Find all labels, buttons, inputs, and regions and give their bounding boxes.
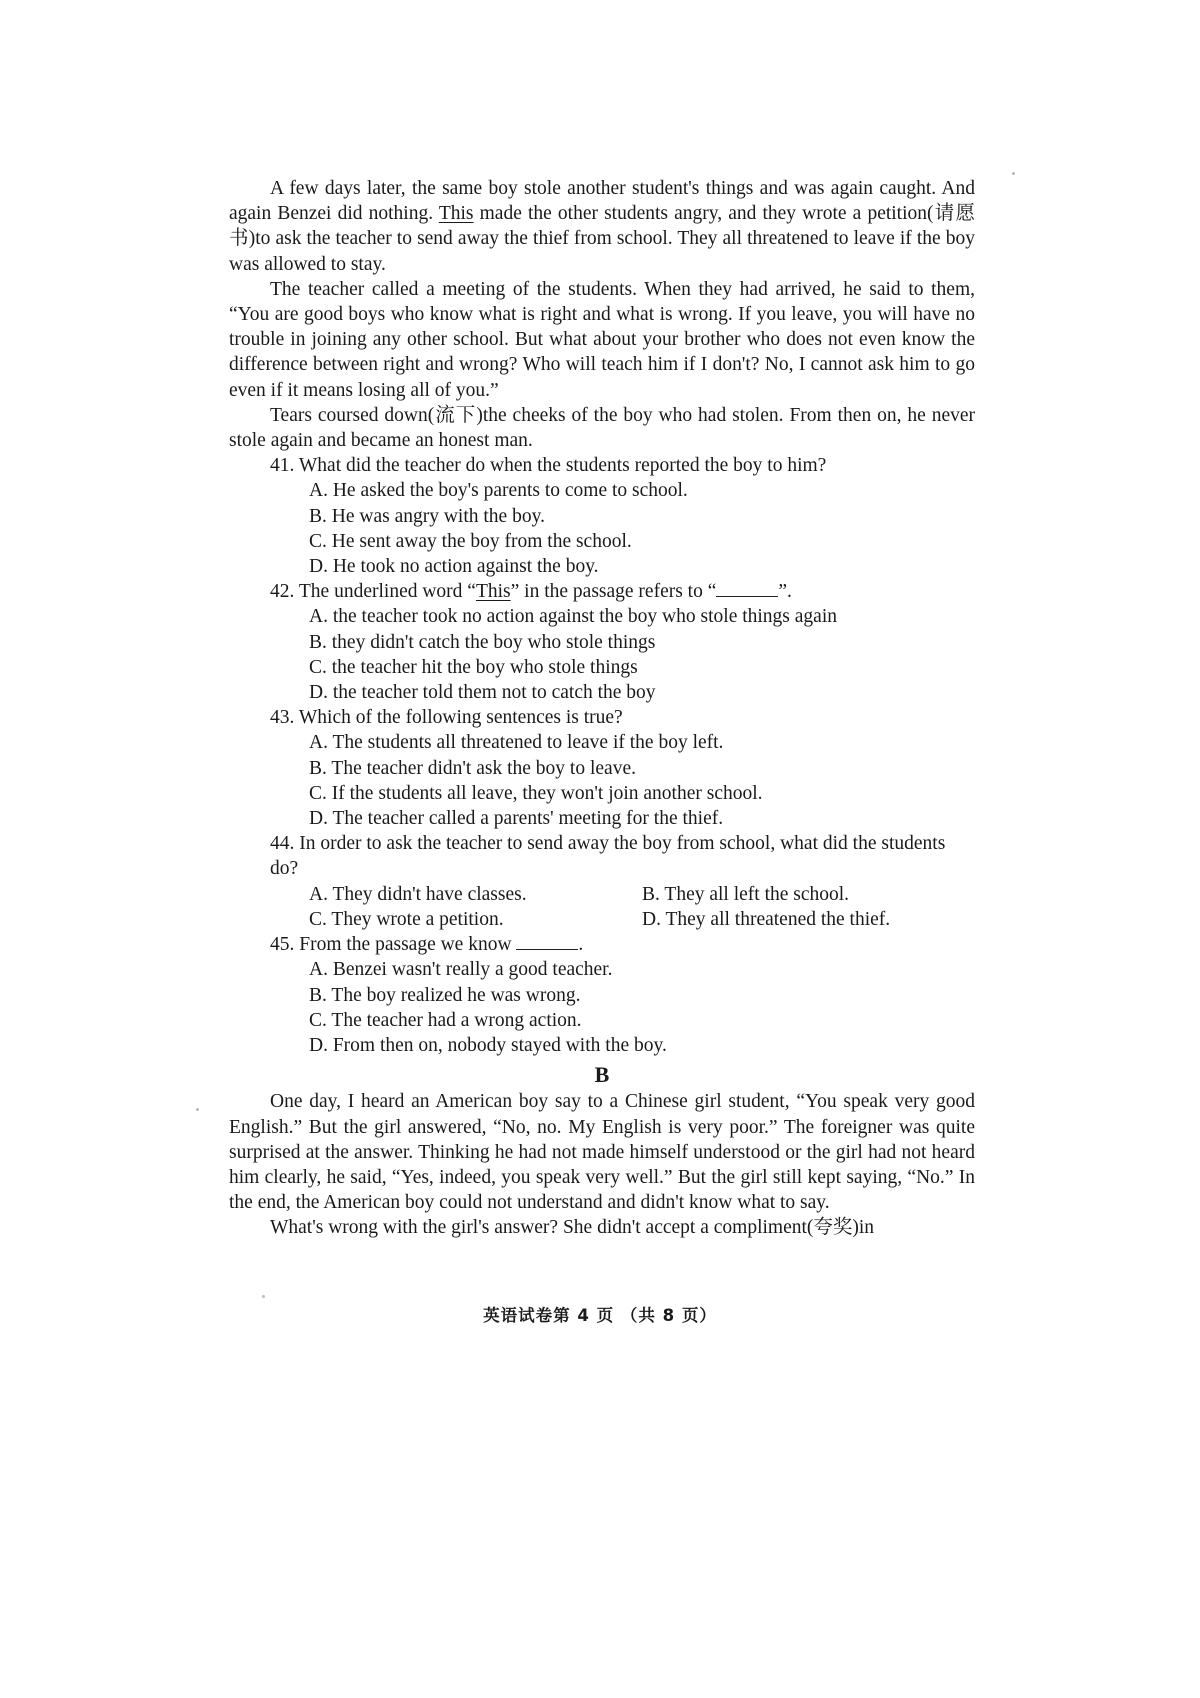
option: A. the teacher took no action against the boy who stole things again <box>309 606 837 628</box>
answer-blank <box>716 582 778 597</box>
option: D. From then on, nobody stayed with the boy. <box>309 1034 667 1056</box>
scan-speck <box>196 1108 199 1111</box>
passage-paragraph: The teacher called a meeting of the students. When they had arrived, he said to them, “You are good boys who know what is right and what is wrong. If you leave, you will have no trouble in joining any other school. But what about your brother who does not even know the difference between right and wrong? Who will teach him if I don't? No, I cannot ask him to go even if it means losing all of you.” <box>229 278 975 401</box>
passage-paragraph: A few days later, the same boy stole another student's things and was again caught. And again Benzei did nothing. This made the other students angry, and they wrote a petition(请愿书)to ask the teacher to send away the thief from school. They all threatened to leave if the boy was allowed to stay. <box>229 178 975 275</box>
option: C. He sent away the boy from the school. <box>309 530 632 552</box>
question-43 <box>229 705 975 831</box>
section-b-paragraph: What's wrong with the girl's answer? She didn't accept a compliment(夸奖)in <box>270 1217 875 1239</box>
question-45 <box>229 932 975 1058</box>
question-stem: 44. In order to ask the teacher to send away the boy from school, what did the students do? <box>270 833 946 880</box>
section-b-title: B <box>594 1062 610 1088</box>
scan-speck <box>262 1295 265 1298</box>
option: A. The students all threatened to leave if the boy left. <box>309 732 724 754</box>
question-stem: 41. What did the teacher do when the students reported the boy to him? <box>270 455 827 477</box>
answer-blank <box>516 935 578 950</box>
option: C. If the students all leave, they won't join another school. <box>309 782 763 804</box>
option: C. The teacher had a wrong action. <box>309 1009 582 1031</box>
option: B. The teacher didn't ask the boy to leave. <box>309 757 636 779</box>
question-44 <box>229 831 975 932</box>
section-b-paragraph: One day, I heard an American boy say to a Chinese girl student, “You speak very good English.” But the girl answered, “No, no. My English is very poor.” The foreigner was quite surprised at the answer. Thinking he had not made himself understood or the girl had not heard him clearly, he said, “Yes, indeed, you speak very well.” But the girl still kept saying, “No.” In the end, the American boy could not understand and didn't know what to say. <box>229 1091 975 1214</box>
option: B. The boy realized he was wrong. <box>309 984 581 1006</box>
option: C. the teacher hit the boy who stole things <box>309 656 638 678</box>
question-stem: 45. From the passage we know . <box>270 934 584 956</box>
option: D. The teacher called a parents' meeting for the thief. <box>309 808 724 830</box>
option: C. They wrote a petition. <box>309 908 504 930</box>
question-41 <box>229 453 975 579</box>
option: D. He took no action against the boy. <box>309 556 599 578</box>
question-42 <box>229 579 975 705</box>
question-stem: 42. The underlined word “This” in the passage refers to “ ”. <box>270 581 792 603</box>
option: B. They all left the school. <box>642 883 850 905</box>
option: D. the teacher told them not to catch the boy <box>309 682 656 704</box>
passage-paragraph: Tears coursed down(流下)the cheeks of the boy who had stolen. From then on, he never stole again and became an honest man. <box>229 404 975 452</box>
option: B. He was angry with the boy. <box>309 505 545 527</box>
option: A. Benzei wasn't really a good teacher. <box>309 959 613 981</box>
option: D. They all threatened the thief. <box>642 908 891 930</box>
scan-speck <box>1012 172 1015 175</box>
question-stem: 43. Which of the following sentences is true? <box>270 707 623 729</box>
option: B. they didn't catch the boy who stole things <box>309 631 656 653</box>
page-footer: 英语试卷第 4 页 （共 8 页） <box>483 1306 717 1325</box>
option: A. He asked the boy's parents to come to school. <box>309 480 688 502</box>
underlined-word: This <box>438 203 474 225</box>
passage-a <box>229 176 975 1241</box>
option: A. They didn't have classes. <box>309 883 527 905</box>
